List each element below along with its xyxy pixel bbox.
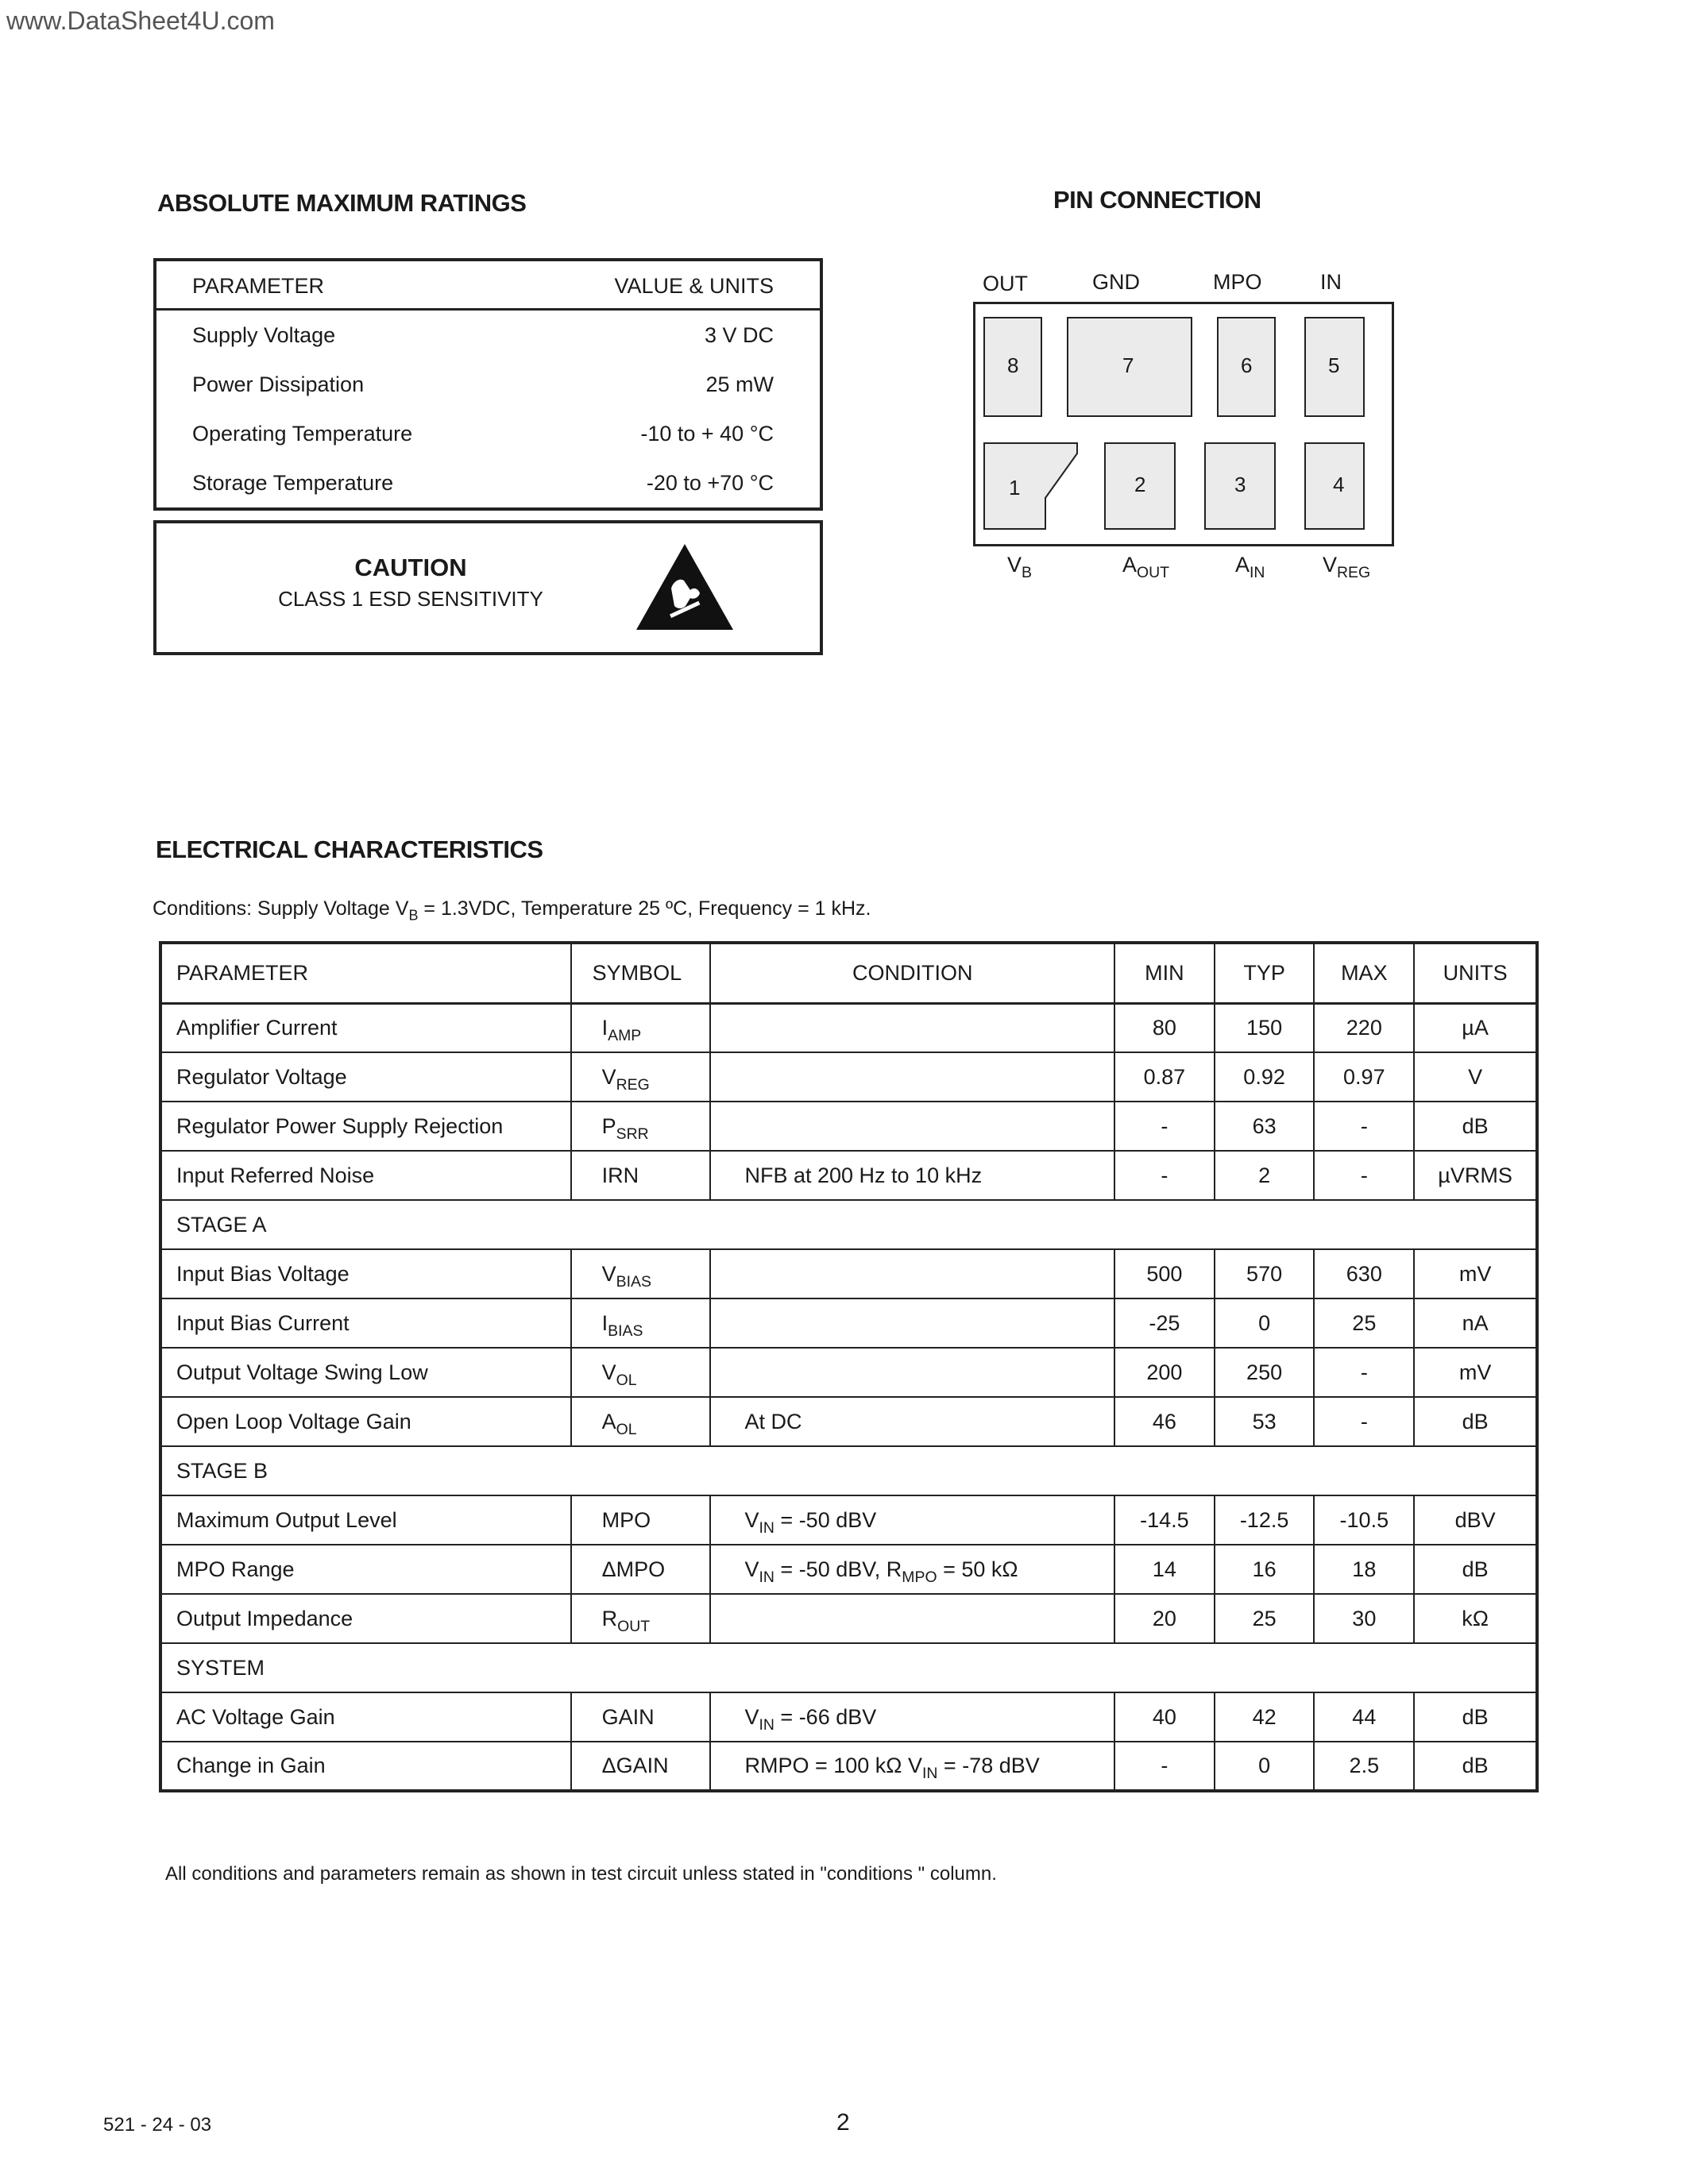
- cell-symbol: $P_{SRR}$: [571, 1102, 711, 1151]
- section-row: [160, 1643, 1537, 1692]
- cell-parameter: MPO Range: [160, 1545, 571, 1594]
- pin-number: 7: [1122, 353, 1134, 377]
- pin-5: [1304, 317, 1365, 417]
- watermark: www.DataSheet4U.com: [6, 6, 275, 35]
- cell-units: kΩ: [1414, 1594, 1537, 1643]
- cell-max: 18: [1314, 1545, 1414, 1594]
- cell-min: 80: [1114, 1003, 1215, 1052]
- header-parameter: PARAMETER: [160, 943, 571, 1003]
- amr-header-param: PARAMETER: [192, 274, 325, 298]
- pin-3: [1204, 442, 1276, 530]
- amr-header: [156, 261, 820, 311]
- pin-label-ain: $A_{IN}$: [1235, 553, 1265, 581]
- cell-parameter: Maximum Output Level: [160, 1495, 571, 1545]
- cell-units: dB: [1414, 1102, 1537, 1151]
- cell-symbol: IRN: [571, 1151, 711, 1200]
- cell-symbol: $I_{BIAS}$: [571, 1298, 711, 1348]
- cell-typ: 0: [1215, 1742, 1315, 1791]
- cell-units: dB: [1414, 1692, 1537, 1742]
- cell-symbol: $I_{AMP}$: [571, 1003, 711, 1052]
- ec-conditions: Conditions: Supply Voltage $V_B = 1.3VDC$, Temperature 25 ºC, Frequency = 1 kHz.: [153, 897, 871, 924]
- amr-table: [153, 258, 823, 511]
- cell-max: -10.5: [1314, 1495, 1414, 1545]
- cell-condition: NFB at 200 Hz to 10 kHz: [710, 1151, 1114, 1200]
- cell-symbol: ΔMPO: [571, 1545, 711, 1594]
- header-max: MAX: [1314, 943, 1414, 1003]
- caution-subtitle: CLASS 1 ESD SENSITIVITY: [278, 587, 543, 611]
- cell-condition: [710, 1052, 1114, 1102]
- pin-number: 3: [1234, 473, 1246, 496]
- cell-condition: [710, 1003, 1114, 1052]
- page-number: 2: [836, 2109, 850, 2136]
- cell-typ: 570: [1215, 1249, 1315, 1298]
- pin-label-in: IN: [1320, 270, 1342, 294]
- cell-typ: 0.92: [1215, 1052, 1315, 1102]
- cell-condition: [710, 1348, 1114, 1397]
- cell-max: 30: [1314, 1594, 1414, 1643]
- cell-min: 200: [1114, 1348, 1215, 1397]
- pin-number: 8: [1007, 353, 1019, 377]
- electrical-characteristics-table: [159, 941, 1539, 1792]
- table-row: [160, 1003, 1537, 1052]
- cell-symbol: MPO: [571, 1495, 711, 1545]
- table-row: [160, 1594, 1537, 1643]
- pin-label-gnd: GND: [1092, 270, 1140, 294]
- cell-parameter: Output Impedance: [160, 1594, 571, 1643]
- cell-parameter: Regulator Power Supply Rejection: [160, 1102, 571, 1151]
- pin-6: [1217, 317, 1276, 417]
- header-min: MIN: [1114, 943, 1215, 1003]
- cell-condition: [710, 1102, 1114, 1151]
- cell-parameter: Regulator Voltage: [160, 1052, 571, 1102]
- table-row: [160, 1151, 1537, 1200]
- cell-units: dB: [1414, 1397, 1537, 1446]
- amr-row-param: Operating Temperature: [192, 422, 413, 446]
- section-row: [160, 1200, 1537, 1249]
- cell-min: 46: [1114, 1397, 1215, 1446]
- cell-parameter: Input Bias Current: [160, 1298, 571, 1348]
- header-symbol: SYMBOL: [571, 943, 711, 1003]
- cell-condition: [710, 1298, 1114, 1348]
- cell-min: 20: [1114, 1594, 1215, 1643]
- cell-min: 500: [1114, 1249, 1215, 1298]
- cell-units: V: [1414, 1052, 1537, 1102]
- cell-min: 14: [1114, 1545, 1215, 1594]
- cell-condition: [710, 1594, 1114, 1643]
- cell-units: mV: [1414, 1249, 1537, 1298]
- ic-package: [973, 302, 1394, 546]
- cell-symbol: $R_{OUT}$: [571, 1594, 711, 1643]
- cell-parameter: AC Voltage Gain: [160, 1692, 571, 1742]
- amr-row-param: Supply Voltage: [192, 323, 336, 347]
- caution-box: [153, 520, 823, 655]
- pin-label-out: OUT: [983, 272, 1028, 295]
- cell-max: 630: [1314, 1249, 1414, 1298]
- pin-number: 2: [1134, 473, 1146, 496]
- table-row: [160, 1102, 1537, 1151]
- cell-typ: 42: [1215, 1692, 1315, 1742]
- cell-min: 40: [1114, 1692, 1215, 1742]
- cell-units: nA: [1414, 1298, 1537, 1348]
- ec-title: ELECTRICAL CHARACTERISTICS: [156, 835, 543, 863]
- cell-condition: [710, 1249, 1114, 1298]
- cell-symbol: $V_{REG}$: [571, 1052, 711, 1102]
- cell-units: mV: [1414, 1348, 1537, 1397]
- cell-symbol: $A_{OL}$: [571, 1397, 711, 1446]
- cell-units: µA: [1414, 1003, 1537, 1052]
- ec-note: All conditions and parameters remain as shown in test circuit unless stated in "conditions " column.: [165, 1863, 997, 1885]
- cell-units: dB: [1414, 1545, 1537, 1594]
- cell-typ: 2: [1215, 1151, 1315, 1200]
- amr-row-param: Power Dissipation: [192, 372, 365, 396]
- table-header-row: [160, 943, 1537, 1003]
- pin-label-aout: $A_{OUT}$: [1122, 553, 1170, 581]
- cell-parameter: Output Voltage Swing Low: [160, 1348, 571, 1397]
- pin-2: [1104, 442, 1176, 530]
- pin-label-vreg: $V_{REG}$: [1323, 553, 1371, 581]
- cell-condition: At DC: [710, 1397, 1114, 1446]
- amr-row-param: Storage Temperature: [192, 471, 394, 495]
- table-row: [160, 1495, 1537, 1545]
- cell-parameter: Open Loop Voltage Gain: [160, 1397, 571, 1446]
- table-row: [160, 1397, 1537, 1446]
- cell-typ: 0: [1215, 1298, 1315, 1348]
- cell-typ: 250: [1215, 1348, 1315, 1397]
- header-units: UNITS: [1414, 943, 1537, 1003]
- cell-condition: $V_{IN} = -66$ dBV: [710, 1692, 1114, 1742]
- amr-title: ABSOLUTE MAXIMUM RATINGS: [157, 189, 527, 217]
- cell-parameter: Amplifier Current: [160, 1003, 571, 1052]
- table-row: [160, 1249, 1537, 1298]
- cell-max: -: [1314, 1102, 1414, 1151]
- cell-typ: 63: [1215, 1102, 1315, 1151]
- pin-1: [983, 442, 1079, 530]
- pin-label-vb: $V_B$: [1007, 553, 1032, 581]
- esd-warning-icon: [633, 541, 736, 633]
- pin-number: 1: [1009, 476, 1021, 500]
- amr-row-value: -20 to +70 °C: [646, 471, 774, 495]
- table-row: [160, 1545, 1537, 1594]
- cell-max: 220: [1314, 1003, 1414, 1052]
- cell-min: -: [1114, 1151, 1215, 1200]
- cell-symbol: ΔGAIN: [571, 1742, 711, 1791]
- cell-min: -14.5: [1114, 1495, 1215, 1545]
- cell-condition: $V_{IN} = -50$ dBV, $R_{MPO} = 50$ kΩ: [710, 1545, 1114, 1594]
- cell-max: -: [1314, 1151, 1414, 1200]
- pin-title: PIN CONNECTION: [1053, 186, 1261, 214]
- header-typ: TYP: [1215, 943, 1315, 1003]
- amr-row-value: 3 V DC: [704, 323, 774, 347]
- cell-parameter: Change in Gain: [160, 1742, 571, 1791]
- table-row: [160, 1742, 1537, 1791]
- caution-title: CAUTION: [354, 554, 467, 581]
- cell-units: dB: [1414, 1742, 1537, 1791]
- cell-symbol: GAIN: [571, 1692, 711, 1742]
- cell-min: -25: [1114, 1298, 1215, 1348]
- cell-min: -: [1114, 1742, 1215, 1791]
- cell-symbol: $V_{OL}$: [571, 1348, 711, 1397]
- pin-4: [1304, 442, 1365, 530]
- cell-min: -: [1114, 1102, 1215, 1151]
- cell-typ: 150: [1215, 1003, 1315, 1052]
- cell-typ: -12.5: [1215, 1495, 1315, 1545]
- table-row: [160, 1348, 1537, 1397]
- pin-8: [983, 317, 1042, 417]
- pin-label-mpo: MPO: [1213, 270, 1262, 294]
- cell-condition: $V_{IN} = -50$ dBV: [710, 1495, 1114, 1545]
- cell-condition: RMPO = 100 kΩ $V_{IN} = -78$ dBV: [710, 1742, 1114, 1791]
- cell-parameter: Input Referred Noise: [160, 1151, 571, 1200]
- cell-max: 25: [1314, 1298, 1414, 1348]
- section-label: STAGE A: [160, 1200, 1537, 1249]
- amr-row-value: 25 mW: [705, 372, 774, 396]
- cell-typ: 25: [1215, 1594, 1315, 1643]
- cell-parameter: Input Bias Voltage: [160, 1249, 571, 1298]
- section-label: SYSTEM: [160, 1643, 1537, 1692]
- cell-max: 0.97: [1314, 1052, 1414, 1102]
- cell-max: 2.5: [1314, 1742, 1414, 1791]
- amr-row-value: -10 to + 40 °C: [640, 422, 774, 446]
- table-row: [160, 1052, 1537, 1102]
- pin-number: 5: [1328, 353, 1340, 377]
- section-label: STAGE B: [160, 1446, 1537, 1495]
- header-condition: CONDITION: [710, 943, 1114, 1003]
- cell-typ: 16: [1215, 1545, 1315, 1594]
- cell-units: µVRMS: [1414, 1151, 1537, 1200]
- pin-7: [1067, 317, 1192, 417]
- cell-units: dBV: [1414, 1495, 1537, 1545]
- pin-number: 6: [1241, 353, 1253, 377]
- amr-header-value: VALUE & UNITS: [614, 274, 774, 298]
- cell-min: 0.87: [1114, 1052, 1215, 1102]
- cell-typ: 53: [1215, 1397, 1315, 1446]
- doc-number: 521 - 24 - 03: [103, 2114, 212, 2136]
- section-row: [160, 1446, 1537, 1495]
- cell-max: 44: [1314, 1692, 1414, 1742]
- table-row: [160, 1692, 1537, 1742]
- cell-max: -: [1314, 1348, 1414, 1397]
- cell-max: -: [1314, 1397, 1414, 1446]
- table-row: [160, 1298, 1537, 1348]
- cell-symbol: $V_{BIAS}$: [571, 1249, 711, 1298]
- pin-number: 4: [1333, 473, 1345, 496]
